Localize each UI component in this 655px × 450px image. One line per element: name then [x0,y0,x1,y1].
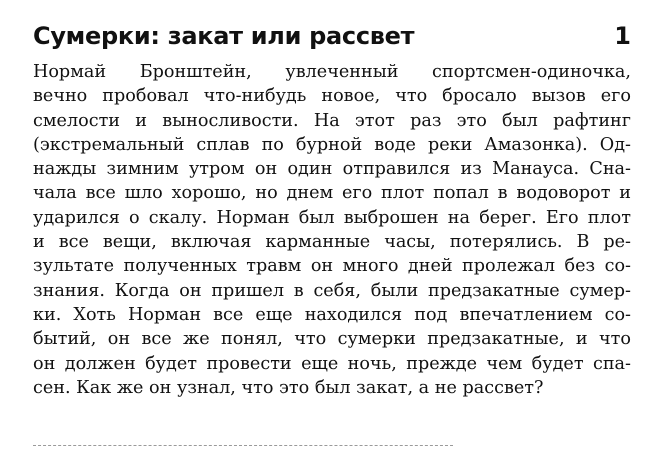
text-line: и все вещи, включая карманные часы, потерялись. В ре- [33,232,631,253]
text-line: Нормай Бронштейн, увлеченный спортсмен-одиночка, [33,62,631,82]
text-line: смелости и выносливости. На этот раз это был рафтинг [33,110,631,131]
text-line: чала все шло хорошо, но днем его плот попал в водоворот и [33,183,631,204]
text-line: он должен будет провести еще ночь, прежде чем будет спа- [33,353,631,374]
text-line: нажды зимним утром он один отправился из Манауса. Сна- [33,159,631,180]
puzzle-title: Сумерки: закат или рассвет [33,22,415,50]
puzzle-text [33,60,631,400]
puzzle-number: 1 [614,22,631,50]
bottom-rule [33,445,453,446]
text-line: вечно пробовал что-нибудь новое, что бросало вызов его [33,86,631,107]
text-line: (экстремальный сплав по бурной воде реки Амазонка). Од- [33,134,631,155]
text-line: знания. Когда он пришел в себя, были предзакатные сумер- [33,280,631,301]
text-line: ки. Хоть Норман все еще находился под впечатлением со- [33,304,631,325]
text-line: зультате полученных травм он много дней пролежал без со- [33,256,631,277]
text-line: бытий, он все же понял, что сумерки предзакатные, и что [33,329,631,350]
text-line: ударился о скалу. Норман был выброшен на берег. Его плот [33,207,631,228]
text-line-last: сен. Как же он узнал, что это был закат, а не рассвет? [33,377,544,398]
puzzle-header [33,16,631,56]
